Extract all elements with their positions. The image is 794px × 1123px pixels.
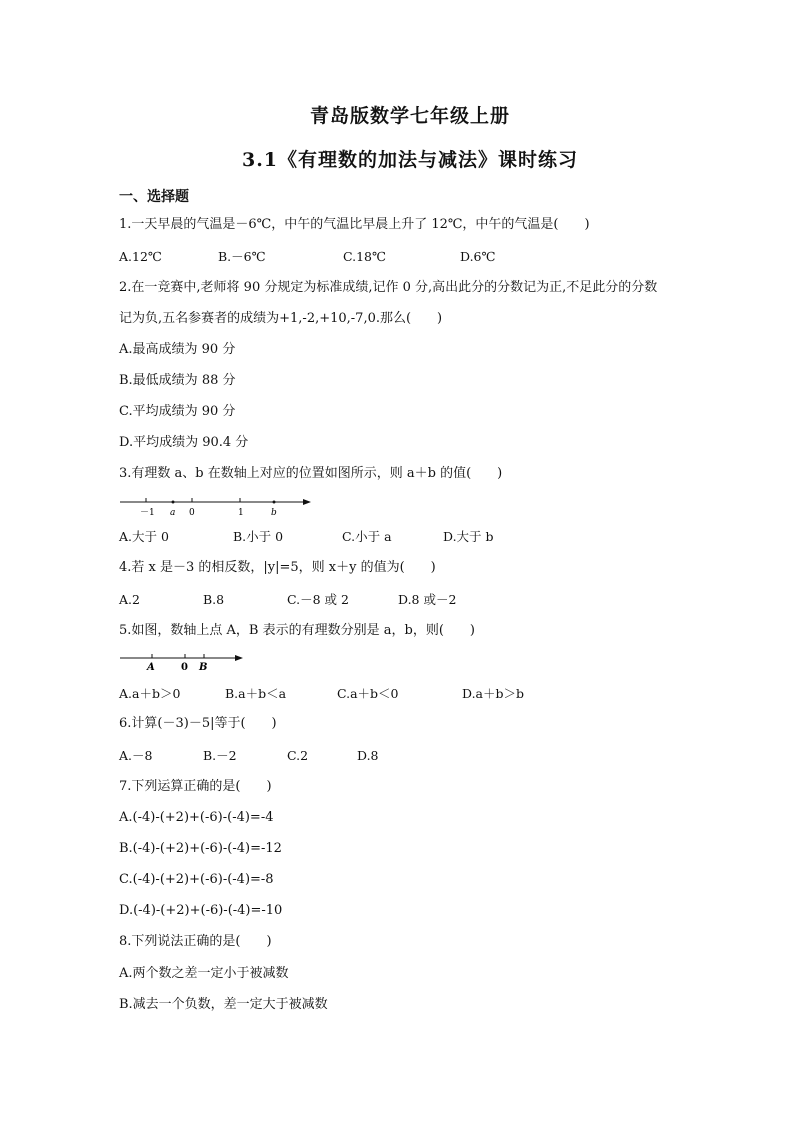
question-5-option-c: C.a＋b＜0 <box>337 686 399 701</box>
question-1-option-a: A.12℃ <box>119 249 162 264</box>
question-2-stem-line-2: 记为负,五名参赛者的成绩为+1,-2,+10,-7,0.那么( ) <box>119 311 443 326</box>
q5-label-a: A <box>147 662 155 673</box>
question-8-option-a: A.两个数之差一定小于被减数 <box>119 966 289 981</box>
document-title: 青岛版数学七年级上册 <box>309 105 510 127</box>
question-7-option-c: C.(-4)-(+2)+(-6)-(-4)=-8 <box>119 872 274 887</box>
q5-label-0: 0 <box>181 662 188 673</box>
question-1-option-d: D.6℃ <box>460 249 496 264</box>
question-2-option-d: D.平均成绩为 90.4 分 <box>119 435 249 450</box>
question-7-option-a: A.(-4)-(+2)+(-6)-(-4)=-4 <box>119 810 274 825</box>
question-5-option-a: A.a＋b＞0 <box>119 686 181 701</box>
question-6-option-c: C.2 <box>287 748 309 763</box>
q3-label-a: a <box>170 508 176 518</box>
question-3-option-b: B.小于 0 <box>233 529 284 544</box>
question-6-stem: 6.计算(－3)－5|等于( ) <box>119 716 277 731</box>
document-subtitle: 3.1《有理数的加法与减法》课时练习 <box>241 149 579 171</box>
question-4-stem: 4.若 x 是－3 的相反数，|y|=5，则 x＋y 的值为( ) <box>119 560 436 575</box>
question-4-option-d: D.8 或－2 <box>398 592 457 607</box>
question-4-option-b: B.8 <box>203 592 225 607</box>
question-6-option-b: B.－2 <box>203 748 237 763</box>
question-4-option-c: C.－8 或 2 <box>287 592 349 607</box>
question-2-stem-line-1: 2.在一竞赛中,老师将 90 分规定为标准成绩,记作 0 分,高出此分的分数记为正,不足此分的分数 <box>119 280 658 295</box>
question-6-option-d: D.8 <box>357 748 379 763</box>
question-8-option-b: B.减去一个负数，差一定大于被减数 <box>119 997 328 1012</box>
question-3-option-c: C.小于 a <box>342 529 392 544</box>
q3-label-b: b <box>271 508 277 518</box>
question-2-option-a: A.最高成绩为 90 分 <box>119 342 236 357</box>
question-1-option-c: C.18℃ <box>343 249 386 264</box>
q3-label-neg1: －1 <box>140 508 155 518</box>
question-5-option-d: D.a＋b＞b <box>462 686 525 701</box>
question-5-number-line <box>119 651 249 673</box>
question-7-stem: 7.下列运算正确的是( ) <box>119 779 272 794</box>
q5-label-b: B <box>199 662 208 673</box>
question-2-option-b: B.最低成绩为 88 分 <box>119 373 236 388</box>
question-3-option-d: D.大于 b <box>443 529 494 544</box>
q3-label-0: 0 <box>189 508 195 518</box>
question-3-stem: 3.有理数 a、b 在数轴上对应的位置如图所示，则 a＋b 的值( ) <box>119 466 503 481</box>
question-4-option-a: A.2 <box>119 592 140 607</box>
question-1-stem: 1.一天早晨的气温是－6℃，中午的气温比早晨上升了 12℃，中午的气温是( ) <box>119 217 590 232</box>
q3-label-1: 1 <box>238 508 244 518</box>
question-5-option-b: B.a＋b＜a <box>225 686 287 701</box>
question-8-stem: 8.下列说法正确的是( ) <box>119 934 272 949</box>
question-7-option-d: D.(-4)-(+2)+(-6)-(-4)=-10 <box>119 903 283 918</box>
question-3-number-line <box>119 494 319 520</box>
question-3-option-a: A.大于 0 <box>119 529 169 544</box>
section-heading: 一、选择题 <box>119 189 189 205</box>
question-2-option-c: C.平均成绩为 90 分 <box>119 404 236 419</box>
question-5-stem: 5.如图，数轴上点 A，B 表示的有理数分别是 a，b，则( ) <box>119 623 475 638</box>
question-1-option-b: B.－6℃ <box>218 249 266 264</box>
question-6-option-a: A.－8 <box>119 748 153 763</box>
question-7-option-b: B.(-4)-(+2)+(-6)-(-4)=-12 <box>119 841 282 856</box>
